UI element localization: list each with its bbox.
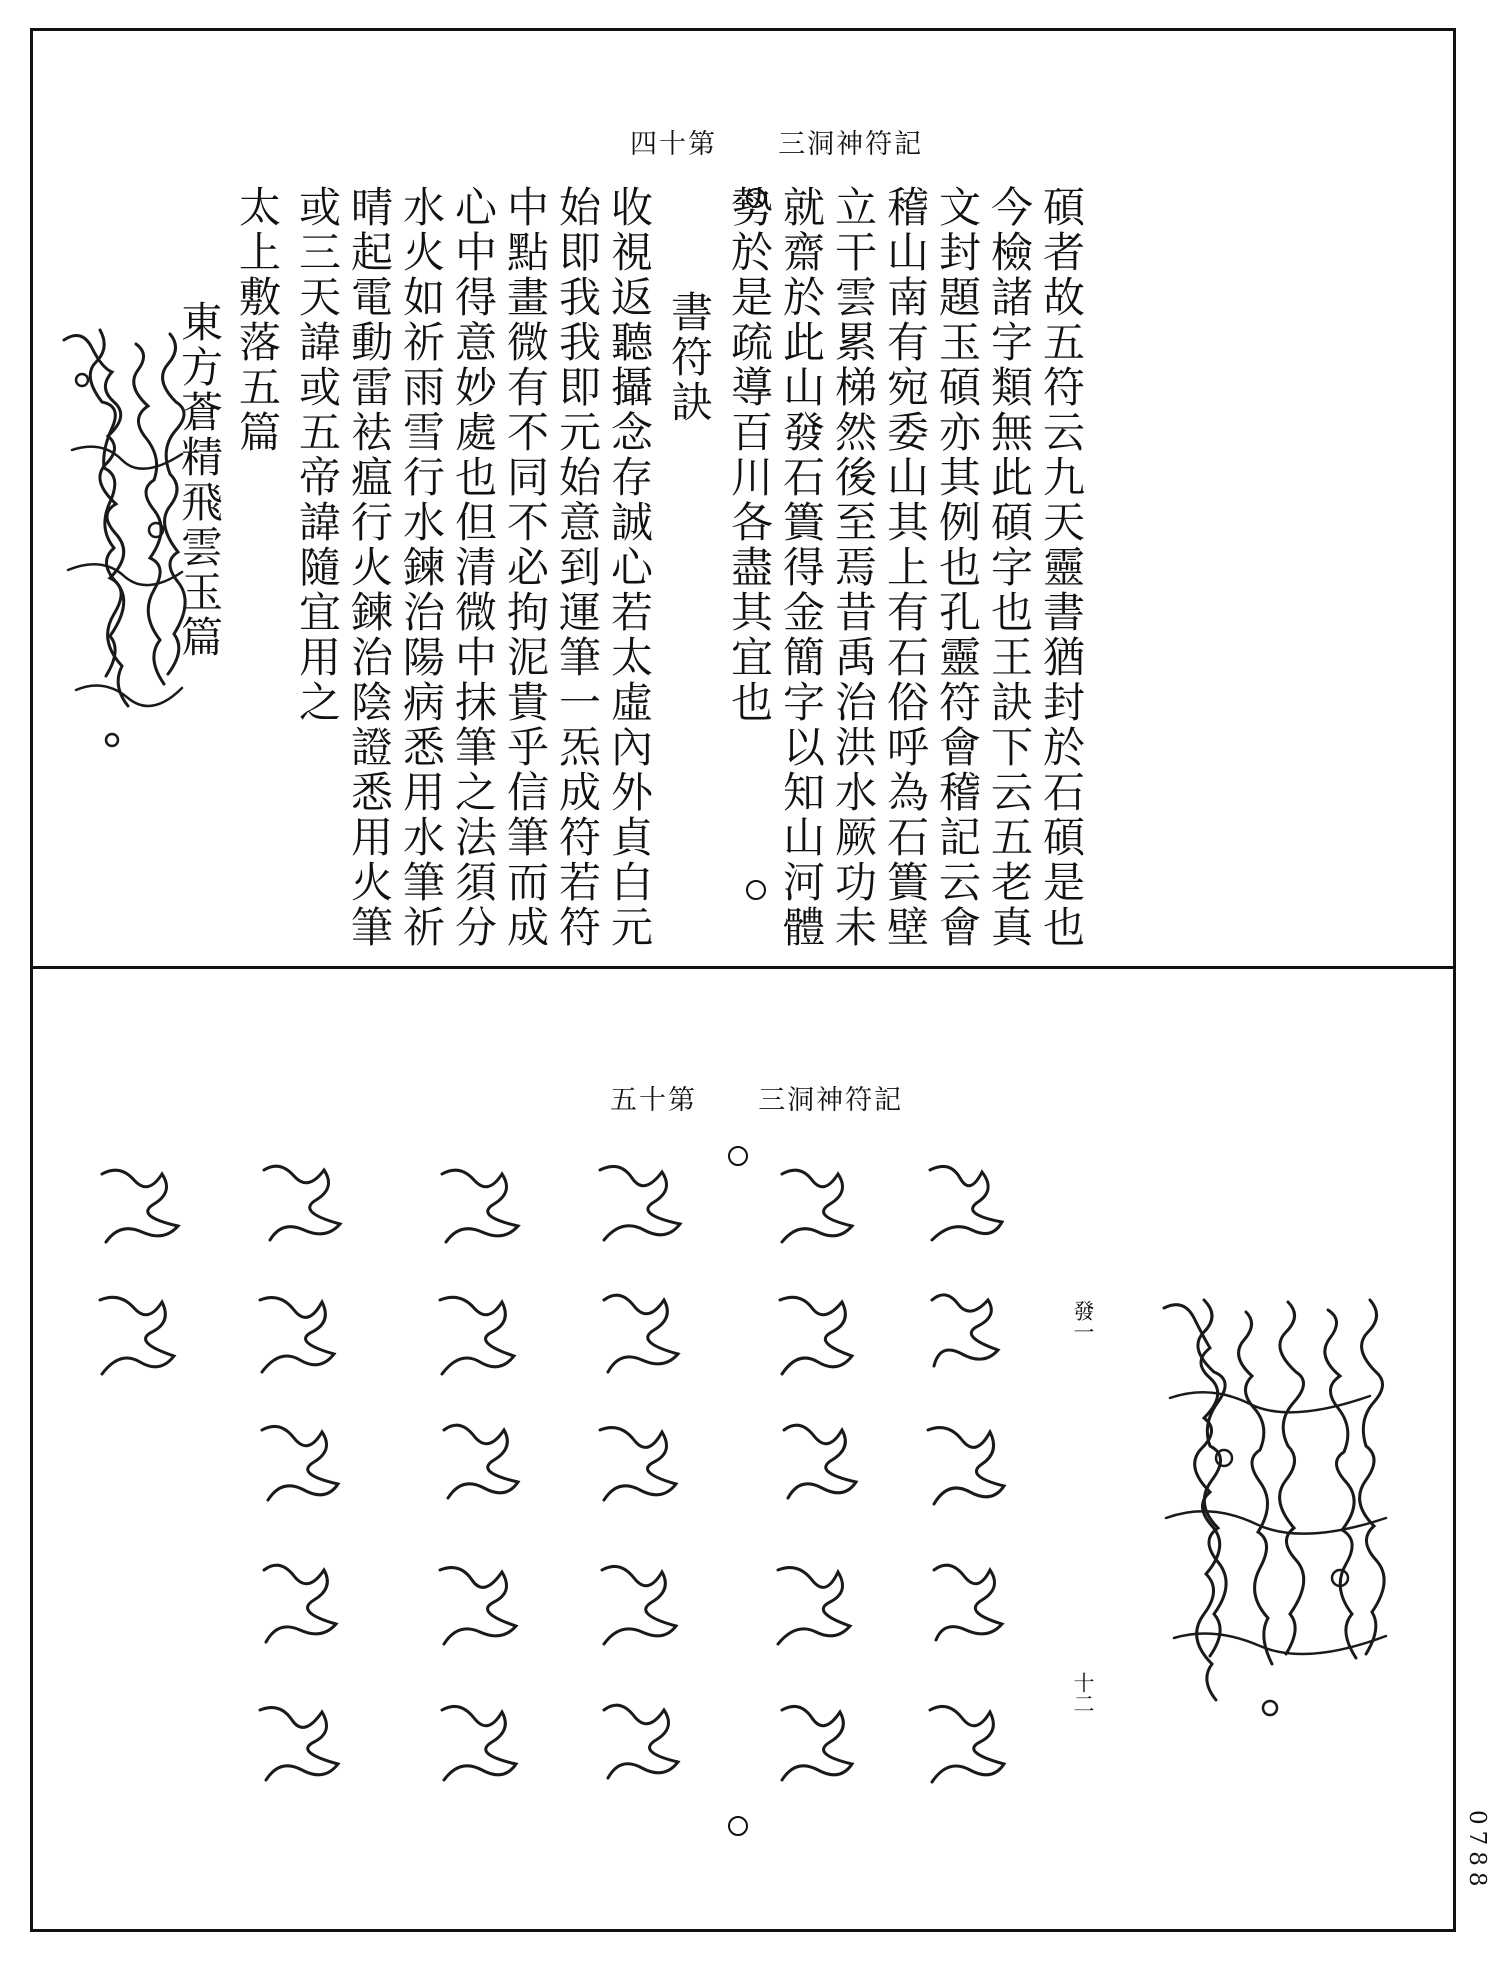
lower-talisman-column-2: [770, 1150, 880, 1840]
upper-text-col-9: 收視返聽攝念存誠心若太虛內外貞白元: [605, 185, 654, 950]
upper-talisman-seal: [52, 320, 202, 790]
lower-talisman-column-3: [590, 1150, 710, 1840]
upper-text-col-13: 水火如祈雨雪行水鍊治陽病悉用水筆祈: [397, 185, 446, 950]
circle-mark-c: [728, 1146, 748, 1166]
lower-header: [610, 1078, 903, 1117]
upper-header: [630, 122, 923, 161]
upper-header-section: 第十四: [630, 129, 717, 160]
upper-text-col-11: 中點畫微有不同不必拘泥貴乎信筆而成: [501, 185, 550, 950]
upper-text-col-3: 文封題玉碩亦其例也孔靈符會稽記云會: [933, 185, 982, 950]
lower-talisman-column-6: [90, 1150, 210, 1380]
lower-side-label-a: 發一: [1071, 1300, 1095, 1342]
upper-text-col-10: 始即我我即元始意到運筆一炁成符若符: [553, 185, 602, 950]
lower-header-title: 三洞神符記: [758, 1085, 904, 1116]
upper-text-col-4: 稽山南有宛委山其上有石俗呼為石簣壁: [881, 185, 930, 950]
lower-talisman-column-1: [920, 1150, 1030, 1840]
page-divider: [30, 966, 1456, 969]
lower-talisman-column-5: [250, 1150, 370, 1840]
upper-text-col-8-heading: 書符訣: [665, 290, 714, 425]
lower-talisman-column-4: [430, 1150, 550, 1840]
upper-text-col-7: 勢於是疏導百川各盡其宜也: [725, 185, 774, 725]
upper-text-col-12: 心中得意妙處也但清微中抹筆之法須分: [449, 185, 498, 950]
upper-text-col-16: 太上敷落五篇: [233, 185, 282, 455]
lower-large-talisman: [1150, 1288, 1410, 1758]
upper-text-col-14: 晴起電動雷袪瘟行火鍊治陰證悉用火筆: [345, 185, 394, 950]
upper-text-col-6: 就齋於此山發石簣得金簡字以知山河體: [777, 185, 826, 950]
upper-header-title: 三洞神符記: [778, 129, 924, 160]
upper-text-col-1: 碩者故五符云九天靈書猶封於石碩是也: [1037, 185, 1086, 950]
lower-side-label-b: 十二: [1071, 1672, 1095, 1714]
circle-mark-b: [746, 880, 766, 900]
upper-text-col-5: 立干雲累梯然後至焉昔禹治洪水厥功未: [829, 185, 878, 950]
upper-text-col-15: 或三天諱或五帝諱隨宜用之: [293, 185, 342, 725]
lower-header-section: 第十五: [610, 1085, 697, 1116]
upper-text-col-2: 今檢諸字類無此碩字也王訣下云五老真: [985, 185, 1034, 950]
upper-text-col-17: 東方蒼精飛雲玉篇: [175, 300, 224, 660]
circle-mark-a: [746, 188, 766, 208]
circle-mark-d: [728, 1816, 748, 1836]
page-number: 0788: [1464, 1810, 1490, 1893]
